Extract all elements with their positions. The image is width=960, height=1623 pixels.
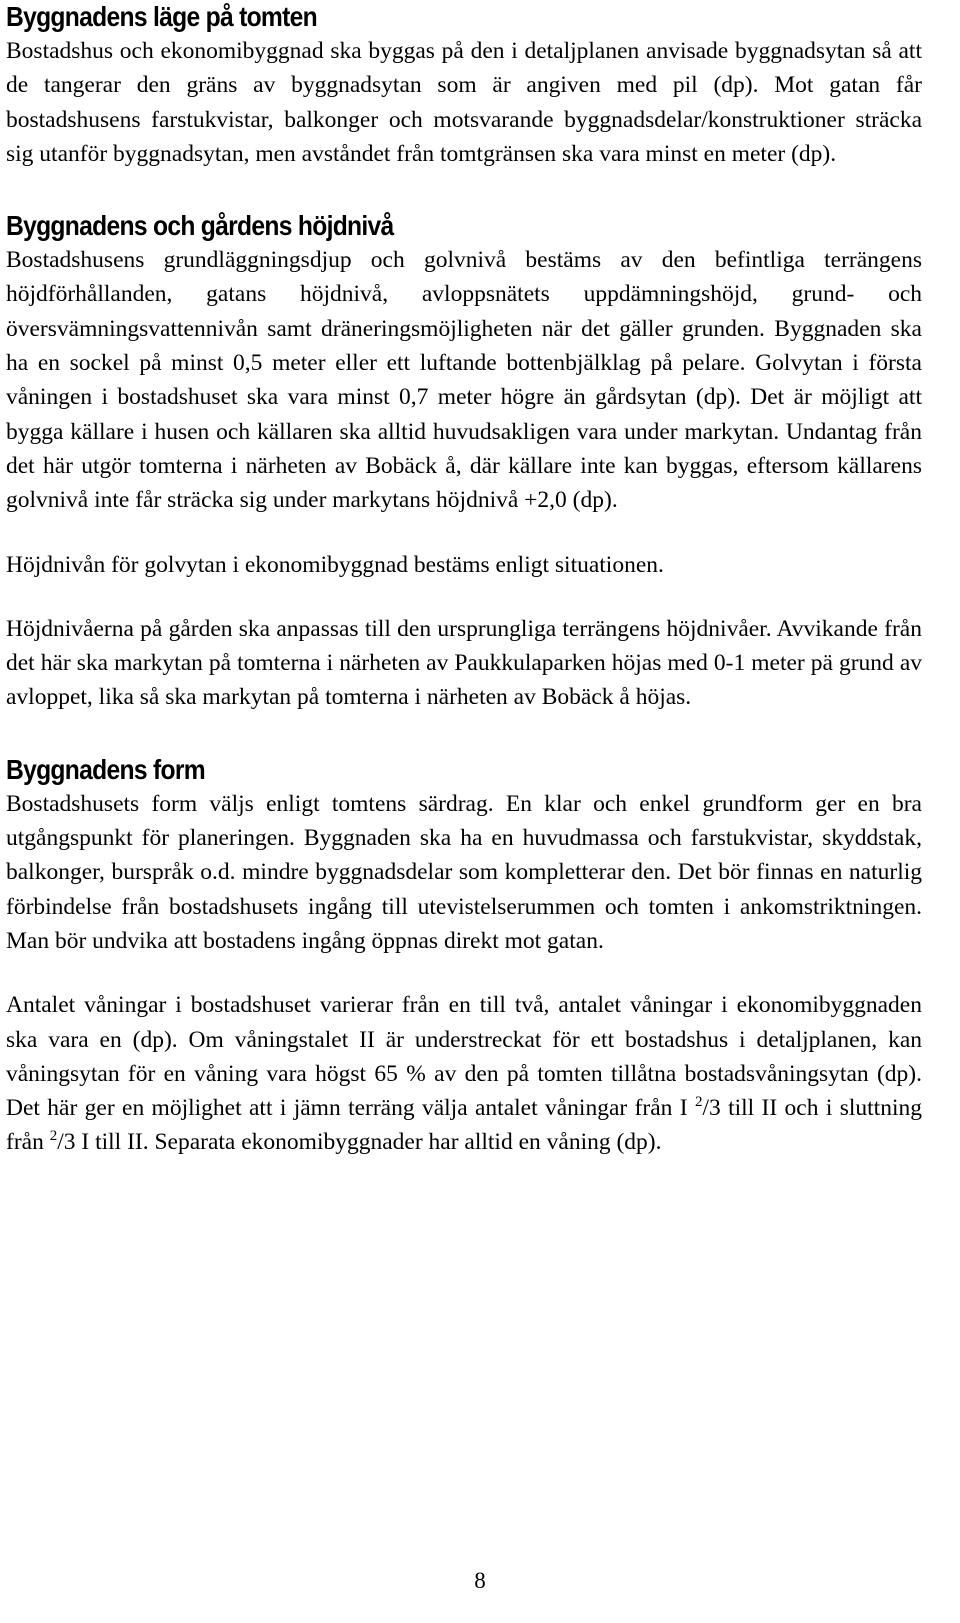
- paragraph-placement: Bostadshus och ekonomibyggnad ska byggas på den i detaljplanen anvisade byggnadsytan så att de tangerar den gräns av byggnadsytan som är angiven med pil (dp). Mot gatan får bostadshusens farstukvistar, balkonger och motsvarande byggnadsdelar/konstruktioner sträcka sig utanför byggnadsytan, men avståndet från tomtgränsen ska vara minst en meter (dp).: [6, 38, 922, 167]
- fraction-superscript-1: 2: [694, 1094, 703, 1111]
- fraction-superscript-2: 2: [49, 1128, 58, 1145]
- floors-text-a: Antalet våningar i bostadshuset varierar från en till två, antalet våningar i ekonomibyggnaden ska vara en (dp). Om våningstalet II är understreckat för ett bostadshus i detaljplanen, kan våningsytan för en våning vara högst 65 % av den på tomten tillåtna bostadsvåningsytan (dp). Det här ger en möjlighet att i jämn terräng välja antalet våningar från I: [6, 992, 922, 1122]
- document-page: [6, 0, 922, 1160]
- paragraph-building-form: Bostadshusets form väljs enligt tomtens särdrag. En klar och enkel grundform ger en bra utgångspunkt för planeringen. Byggnaden ska ha en huvudmassa och farstukvistar, skyddstak, balkonger, burspråk o.d. mindre byggnadsdelar som kompletterar den. Det bör finnas en naturlig förbindelse från bostadshusets ingång till utevistelserummen och tomten i ankomstriktningen. Man bör undvika att bostadens ingång öppnas direkt mot gatan.: [6, 790, 922, 954]
- page-number: 8: [474, 1568, 486, 1593]
- paragraph-foundation: Bostadshusens grundläggningsdjup och golvnivå bestäms av den befintliga terrängens höjdförhållanden, gatans höjdnivå, avloppsnätets uppdämningshöjd, grund- och översvämningsvattennivån samt dräneringsmöjligheten när det gäller grunden. Byggnaden ska ha en sockel på minst 0,5 meter eller ett luftande bottenbjälklag på pelare. Golvytan i första våningen i bostadshuset ska vara minst 0,7 meter högre än gårdsytan (dp). Det är möjligt att bygga källare i husen och källaren ska alltid huvudsakligen vara under markytan. Undantag från det här utgör tomterna i närheten av Bobäck å, där källare inte kan byggas, eftersom källarens golvnivå inte får sträcka sig under markytans höjdnivå +2,0 (dp).: [6, 247, 922, 514]
- floors-text-b: /3 till II och i sluttning från: [6, 1095, 922, 1156]
- floors-text-c: /3 I till II. Separata ekonomibyggnader har alltid en våning (dp).: [57, 1129, 662, 1156]
- paragraph-outbuilding-floor: Höjdnivån för golvytan i ekonomibyggnad bestäms enligt situationen.: [6, 551, 664, 578]
- section-heading-placement: Byggnadens läge på tomten: [6, 1, 317, 32]
- section-heading-form: Byggnadens form: [6, 753, 205, 785]
- paragraph-yard-levels: Höjdnivåerna på gården ska anpassas till den ursprungliga terrängens höjdnivåer. Avvikande från det här ska markytan på tomterna i närheten av Paukkulaparken höjas med 0-1 meter pä grund av avloppet, lika så ska markytan på tomterna i närheten av Bobäck å höjas.: [6, 615, 922, 711]
- section-heading-height-level: Byggnadens och gårdens höjdnivå: [6, 210, 394, 242]
- paragraph-floors: [6, 988, 922, 1159]
